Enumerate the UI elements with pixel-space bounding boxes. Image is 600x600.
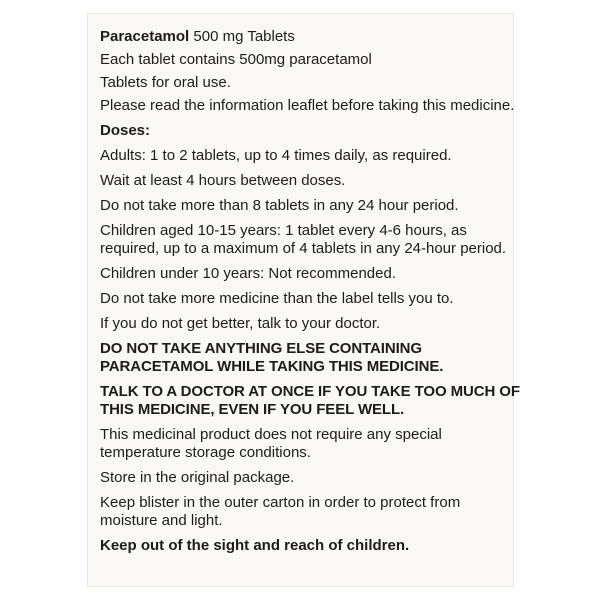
children-reach-warning: Keep out of the sight and reach of children. <box>100 537 410 554</box>
product-strength: 500 mg Tablets <box>189 28 295 45</box>
see-doctor-text: If you do not get better, talk to your doctor. <box>100 315 381 332</box>
composition-text: Each tablet contains 500mg paracetamol <box>100 51 372 68</box>
overdose-warning: TALK TO A DOCTOR AT ONCE IF YOU TAKE TOO MUCH OF THIS MEDICINE, EVEN IF YOU FEEL WELL. <box>100 383 520 418</box>
storage-temperature-text: This medicinal product does not require any special temperature storage conditions. <box>100 426 442 461</box>
storage-package-text: Store in the original package. <box>100 469 295 486</box>
adult-dose-text: Adults: 1 to 2 tablets, up to 4 times daily, as required. <box>100 147 452 164</box>
doses-heading: Doses: <box>100 122 151 139</box>
children-under-10-text: Children under 10 years: Not recommended. <box>100 265 396 282</box>
dose-interval-text: Wait at least 4 hours between doses. <box>100 172 346 189</box>
product-title <box>100 28 520 46</box>
children-10-15-dose-text: Children aged 10-15 years: 1 tablet every 4-6 hours, as required, up to a maximum of 4 tablets in any 24-hour period. <box>100 222 507 257</box>
label-warning-text: Do not take more medicine than the label tells you to. <box>100 290 454 307</box>
product-name: Paracetamol <box>100 28 190 45</box>
max-dose-text: Do not take more than 8 tablets in any 24 hour period. <box>100 197 459 214</box>
storage-blister-text: Keep blister in the outer carton in order to protect from moisture and light. <box>100 494 461 529</box>
leaflet-text <box>100 28 520 562</box>
paracetamol-warning: DO NOT TAKE ANYTHING ELSE CONTAINING PARACETAMOL WHILE TAKING THIS MEDICINE. <box>100 340 444 375</box>
read-leaflet-text: Please read the information leaflet before taking this medicine. <box>100 97 515 114</box>
route-text: Tablets for oral use. <box>100 74 231 91</box>
